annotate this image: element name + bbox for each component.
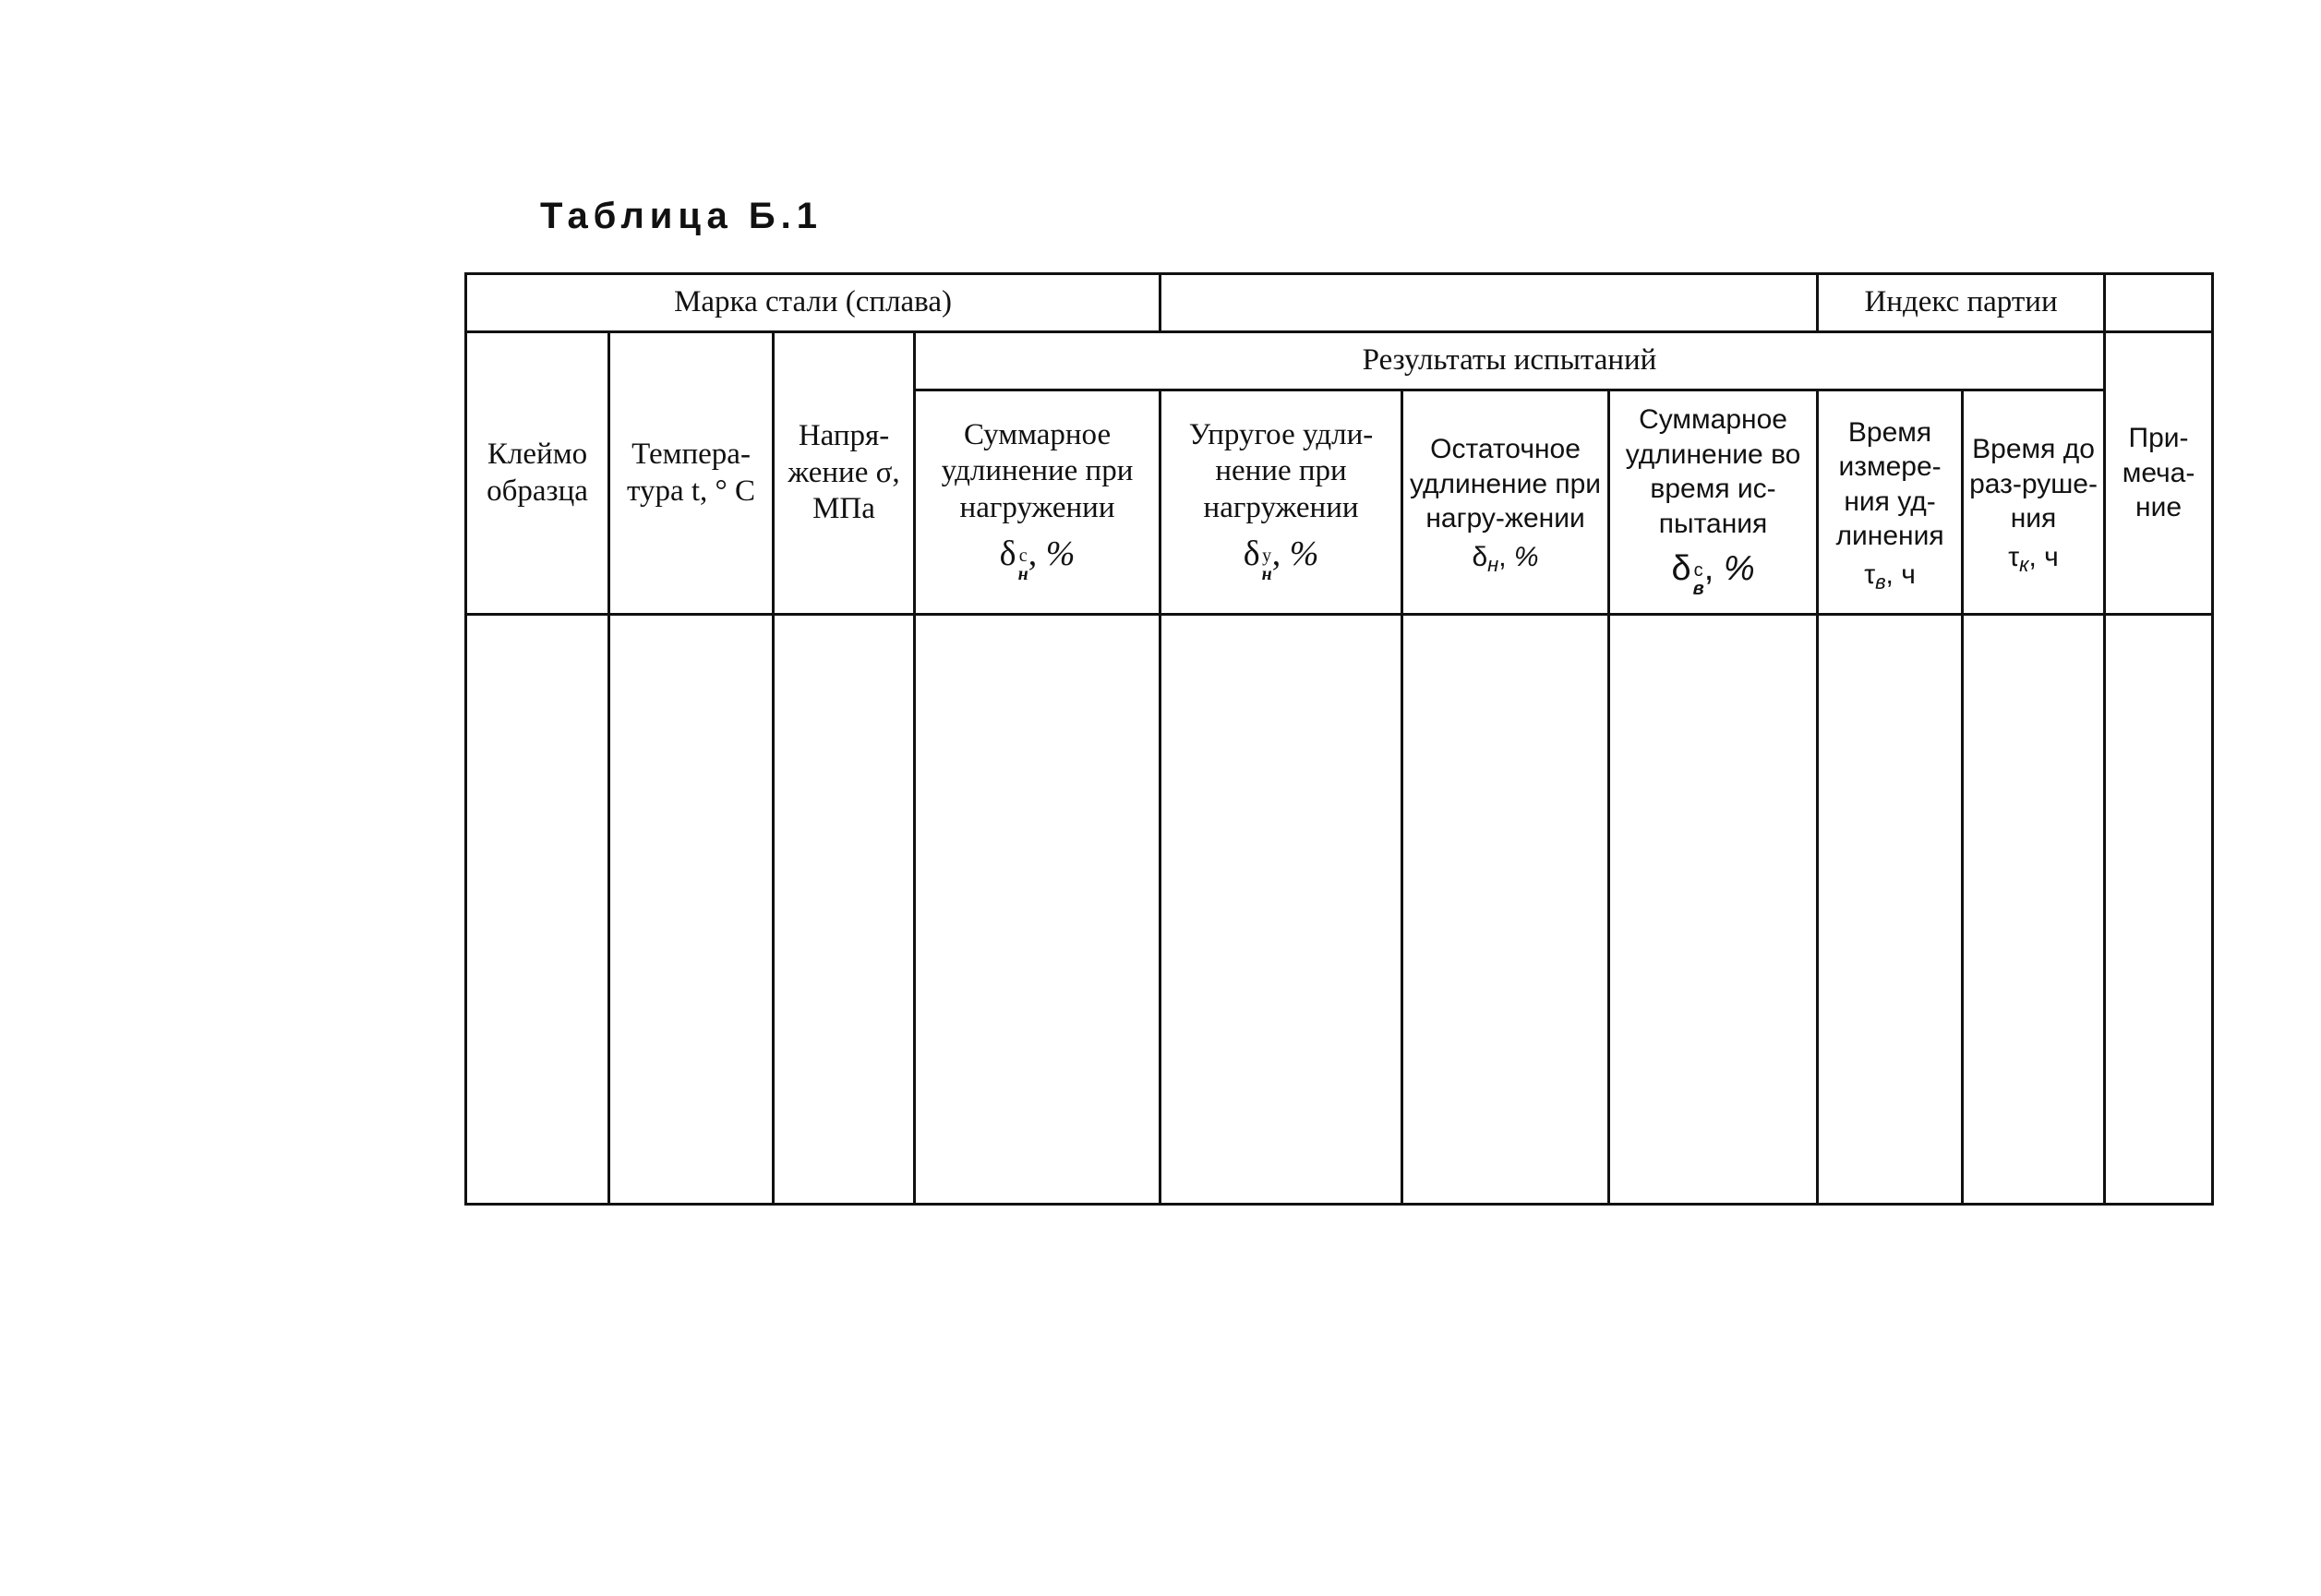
header-total-elongation-loading-label: Суммарное удлинение при нагружении — [941, 417, 1134, 524]
batch-index-value[interactable] — [2105, 274, 2213, 332]
header-temperature — [609, 332, 774, 615]
cell-specimen[interactable] — [466, 615, 609, 1205]
header-time-to-rupture — [1963, 390, 2105, 615]
symbol-delta-n: $\delta_н$, % — [1472, 541, 1539, 576]
cell-stress[interactable] — [774, 615, 915, 1205]
cell-note[interactable] — [2105, 615, 2213, 1205]
header-note-label: При-меча-ние — [2122, 423, 2195, 523]
symbol-tau-k: $\tau_к$, ч — [2008, 541, 2059, 576]
header-time-to-rupture-label: Время до раз-руше-ния — [1969, 434, 2098, 534]
results-group-header: Результаты испытаний — [915, 332, 2105, 390]
symbol-tau-v: $\tau_в$, ч — [1864, 558, 1916, 594]
header-time-measure-elongation-label: Время измере-ния уд-линения — [1835, 416, 1944, 551]
cell-elastic-elongation[interactable] — [1160, 615, 1402, 1205]
cell-time-measure-elongation[interactable] — [1818, 615, 1963, 1205]
header-residual-elongation — [1402, 390, 1609, 615]
symbol-delta-c-v: δ с в , % — [1671, 549, 1755, 599]
table-row — [466, 615, 2213, 1205]
header-temperature-label: Темпера-тура t, ° С — [626, 437, 755, 508]
cell-time-to-rupture[interactable] — [1963, 615, 2105, 1205]
header-group-row — [466, 332, 2213, 390]
header-stress — [774, 332, 915, 615]
header-specimen — [466, 332, 609, 615]
steel-grade-row — [466, 274, 2213, 332]
symbol-delta-u-n: δ у н , % — [1243, 534, 1319, 585]
steel-grade-value[interactable] — [1160, 274, 1818, 332]
cell-total-elongation-loading[interactable] — [915, 615, 1160, 1205]
header-note — [2105, 332, 2213, 615]
header-total-elongation-test — [1609, 390, 1818, 615]
creep-test-results-table — [464, 272, 2214, 1206]
header-time-measure-elongation — [1818, 390, 1963, 615]
cell-temperature[interactable] — [609, 615, 774, 1205]
header-specimen-label: Клеймо образца — [487, 437, 588, 508]
cell-total-elongation-test[interactable] — [1609, 615, 1818, 1205]
cell-residual-elongation[interactable] — [1402, 615, 1609, 1205]
batch-index-label: Индекс партии — [1818, 274, 2105, 332]
header-residual-elongation-label: Остаточное удлинение при нагру-жении — [1410, 434, 1602, 534]
header-total-elongation-loading — [915, 390, 1160, 615]
header-elastic-elongation-label: Упругое удли-нение при нагружении — [1188, 417, 1374, 524]
table-title: Таблица Б.1 — [540, 196, 823, 236]
header-elastic-elongation — [1160, 390, 1402, 615]
header-total-elongation-test-label: Суммарное удлинение во время ис-пытания — [1625, 404, 1801, 539]
symbol-delta-c-n: δ с н , % — [999, 534, 1076, 585]
header-stress-label: Напря-жение σ, МПа — [788, 419, 900, 526]
steel-grade-label: Марка стали (сплава) — [466, 274, 1160, 332]
